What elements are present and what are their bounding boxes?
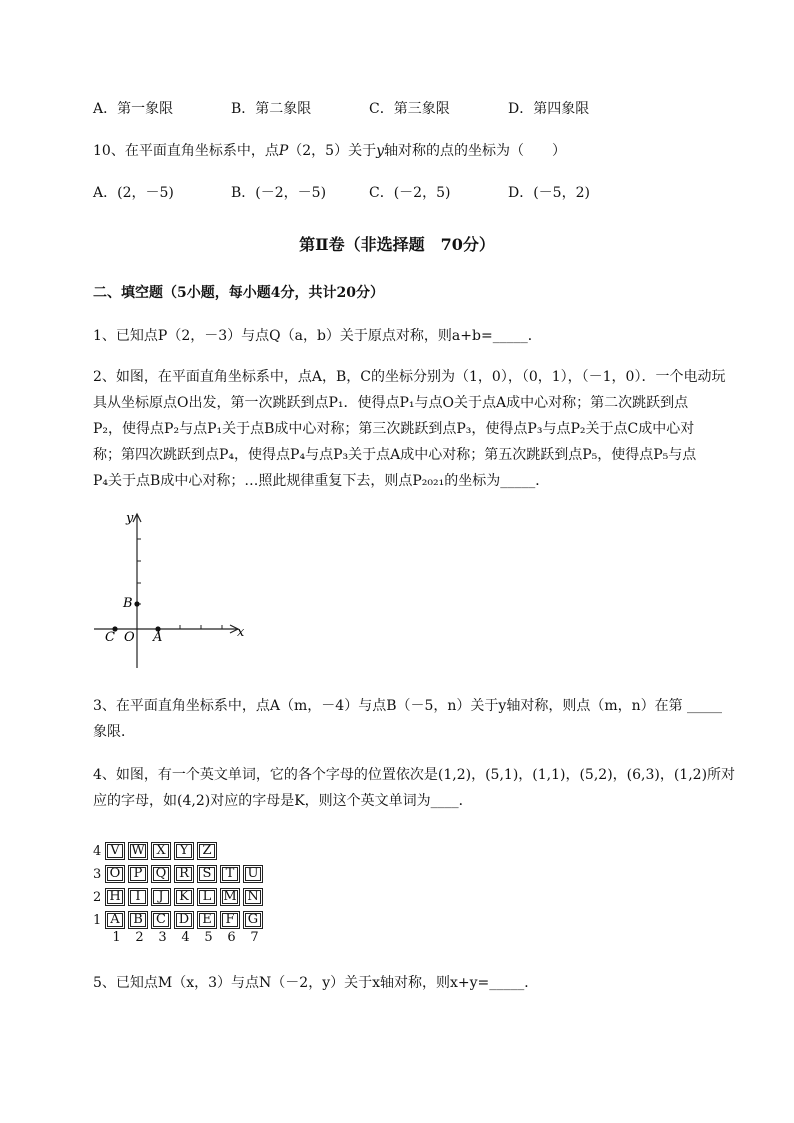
point-b [134, 601, 139, 606]
grid-row-label: 3 [93, 866, 102, 882]
grid-cell: Z [197, 842, 217, 860]
grid-cell: X [151, 842, 171, 860]
q3-line-2: 象限． [93, 724, 135, 740]
section-title: 第Ⅱ卷（非选择题 70分） [299, 235, 495, 254]
q10-option-c: C．(－2，5) [369, 185, 451, 201]
label-a: A [153, 630, 163, 645]
grid-cell: T [220, 865, 240, 883]
grid-cell: C [151, 911, 171, 929]
y-ticks [137, 539, 141, 604]
q10-option-a: A．(2，－5) [93, 185, 174, 201]
grid-cell: Y [174, 842, 194, 860]
grid-cell: M [220, 888, 240, 906]
q10-stem-part: （2，5）关于 [288, 143, 377, 159]
q9-option-b: B．第二象限 [231, 101, 312, 117]
grid-column-label: 6 [227, 930, 236, 945]
q2-line-1: 2、如图，在平面直角坐标系中，点A，B，C的坐标分别为（1，0），（0，1），（－1，0）．一个电动玩 [93, 369, 726, 385]
grid-cell: A [105, 911, 125, 929]
grid-column-label: 5 [204, 930, 213, 945]
grid-cell: S [197, 865, 217, 883]
grid-column-labels [105, 930, 266, 945]
q4-line-1: 4、如图，有一个英文单词，它的各个字母的位置依次是(1,2)，(5,1)，(1,1)，(5,2)，(6,3)，(1,2)所对 [93, 767, 736, 783]
grid-row [93, 863, 266, 885]
q5-text: 5、已知点M（x，3）与点N（－2，y）关于x轴对称，则x+y=_____． [93, 975, 539, 991]
q3-line-1: 3、在平面直角坐标系中，点A（m，－4）与点B（－5，n）关于y轴对称，则点（m，n）在第 _____ [93, 698, 723, 714]
grid-cell: V [105, 842, 125, 860]
grid-cell: J [151, 888, 171, 906]
section-header: 二、填空题（5小题，每小题4分，共计20分） [93, 285, 384, 301]
grid-cell: F [220, 911, 240, 929]
label-b: B [123, 596, 133, 611]
label-o: O [124, 630, 135, 645]
label-c: C [105, 630, 115, 645]
grid-cell: N [243, 888, 263, 906]
grid-cell: P [128, 865, 148, 883]
q10-option-d: D．(－5，2) [508, 185, 590, 201]
grid-row-label: 1 [93, 912, 102, 928]
grid-cell: O [105, 865, 125, 883]
q1-text: 1、已知点P（2，－3）与点Q（a，b）关于原点对称，则a+b=_____． [93, 328, 542, 344]
q2-line-4: 称；第四次跳跃到点P₄，使得点P₄与点P₃关于点A成中心对称；第五次跳跃到点P₅，使得点P₅与点 [93, 447, 697, 463]
grid-row [93, 909, 266, 931]
q9-option-d: D．第四象限 [508, 101, 590, 117]
q10-option-b: B．(－2，－5) [231, 185, 327, 201]
q9-option-c: C．第三象限 [369, 101, 450, 117]
grid-column-label: 3 [158, 930, 167, 945]
grid-row-label: 4 [93, 843, 102, 859]
grid-cell: R [174, 865, 194, 883]
grid-row [93, 886, 266, 908]
x-axis-label: x [237, 625, 245, 640]
q2-line-2: 具从坐标原点O出发，第一次跳跃到点P₁．使得点P₁与点O关于点A成中心对称；第二次跳跃到点 [93, 395, 689, 411]
grid-cell: L [197, 888, 217, 906]
q10-stem-part: 轴对称的点的坐标为（ ） [384, 143, 566, 159]
q10-stem [93, 141, 566, 161]
grid-cell: B [128, 911, 148, 929]
grid-cell: D [174, 911, 194, 929]
q9-option-a: A．第一象限 [93, 101, 174, 117]
grid-cell: K [174, 888, 194, 906]
grid-column-label: 2 [135, 930, 144, 945]
grid-cell: G [243, 911, 263, 929]
grid-cell: W [128, 842, 148, 860]
q2-line-5: P₄关于点B成中心对称；…照此规律重复下去，则点P₂₀₂₁的坐标为_____． [93, 473, 550, 489]
grid-column-label: 1 [112, 930, 121, 945]
y-axis-label: y [126, 511, 134, 526]
grid-cell: Q [151, 865, 171, 883]
grid-column-label: 7 [250, 930, 259, 945]
grid-cell: H [105, 888, 125, 906]
q2-line-3: P₂，使得点P₂与点P₁关于点B成中心对称；第三次跳跃到点P₃，使得点P₃与点P₂关于点C成中心对 [93, 421, 695, 437]
q10-point-p: P [278, 143, 289, 159]
grid-row [93, 840, 220, 862]
grid-row-label: 2 [93, 889, 102, 905]
grid-cell: E [197, 911, 217, 929]
grid-cell: U [243, 865, 263, 883]
coordinate-figure [90, 508, 260, 673]
q10-axis-y: y [376, 143, 384, 159]
grid-cell: I [128, 888, 148, 906]
grid-column-label: 4 [181, 930, 190, 945]
q4-line-2: 应的字母，如(4,2)对应的字母是K，则这个英文单词为____． [93, 793, 473, 809]
q10-stem-part: 10、在平面直角坐标系中，点 [93, 143, 279, 159]
